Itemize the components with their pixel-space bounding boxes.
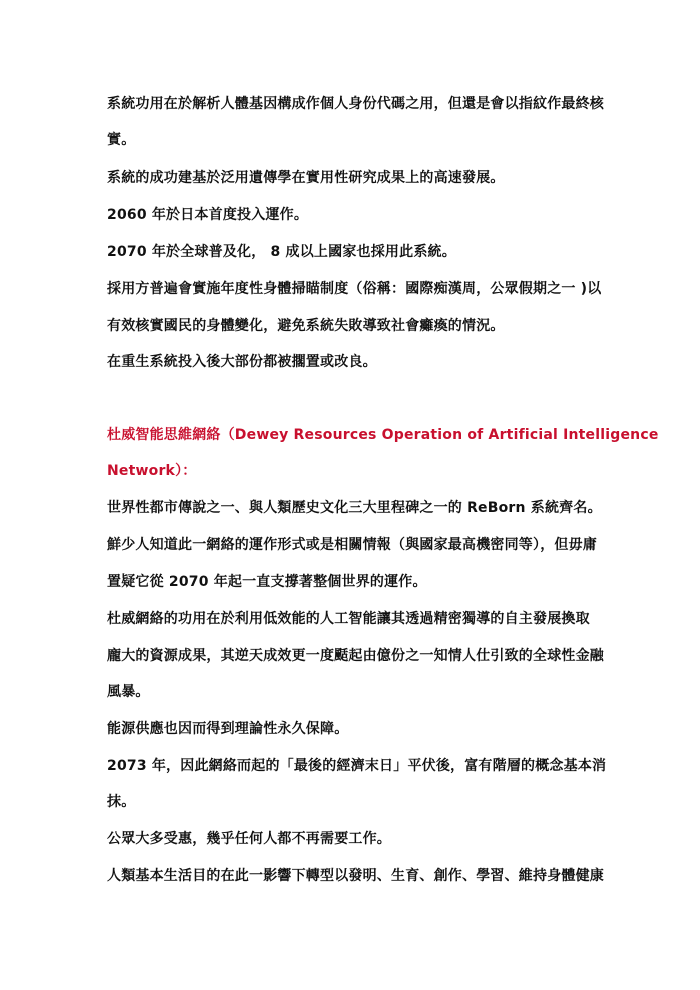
paragraph-line: 有效核實國民的身體變化，避免系統失敗導致社會癱瘓的情況。 (107, 318, 505, 334)
paragraph-line: 人類基本生活目的在此一影響下轉型以發明、生育、創作、學習、維持身體健康 (107, 868, 604, 884)
section-heading: Network）： (107, 463, 197, 479)
paragraph-line: 系統的成功建基於泛用遺傳學在實用性研究成果上的高速發展。 (107, 170, 505, 186)
section-heading: 杜威智能思維網絡（Dewey Resources Operation of Artificial Intelligence (107, 427, 659, 443)
paragraph-line: 系統功用在於解析人體基因構成作個人身份代碼之用，但還是會以指紋作最終核 (107, 96, 604, 112)
paragraph-line: 在重生系統投入後大部份都被擱置或改良。 (107, 354, 377, 370)
paragraph-line: 2073 年，因此網絡而起的「最後的經濟末日」平伏後，富有階層的概念基本消 (107, 758, 607, 774)
paragraph-line: 2070 年於全球普及化， 8 成以上國家也採用此系統。 (107, 244, 456, 260)
paragraph-line: 杜威網絡的功用在於利用低效能的人工智能讓其透過精密獨導的自主發展換取 (107, 611, 590, 627)
paragraph-line: 能源供應也因而得到理論性永久保障。 (107, 721, 349, 737)
paragraph-line: 採用方普遍會實施年度性身體掃瞄制度（俗稱：國際痴漢周，公眾假期之一 )以 (107, 281, 602, 297)
paragraph-line: 公眾大多受惠，幾乎任何人都不再需要工作。 (107, 831, 391, 847)
paragraph-line: 抹。 (107, 794, 136, 810)
paragraph-line: 實。 (107, 132, 136, 148)
paragraph-line: 2060 年於日本首度投入運作。 (107, 207, 309, 223)
paragraph-line: 置疑它從 2070 年起一直支撐著整個世界的運作。 (107, 574, 427, 590)
paragraph-line: 鮮少人知道此一網絡的運作形式或是相關情報（與國家最高機密同等），但毋庸 (107, 537, 597, 553)
paragraph-line: 風暴。 (107, 684, 150, 700)
paragraph-line: 龐大的資源成果，其逆天成效更一度颳起由億份之一知情人仕引致的全球性金融 (107, 648, 604, 664)
paragraph-line: 世界性都市傳說之一、與人類歷史文化三大里程碑之一的 ReBorn 系統齊名。 (107, 500, 602, 516)
